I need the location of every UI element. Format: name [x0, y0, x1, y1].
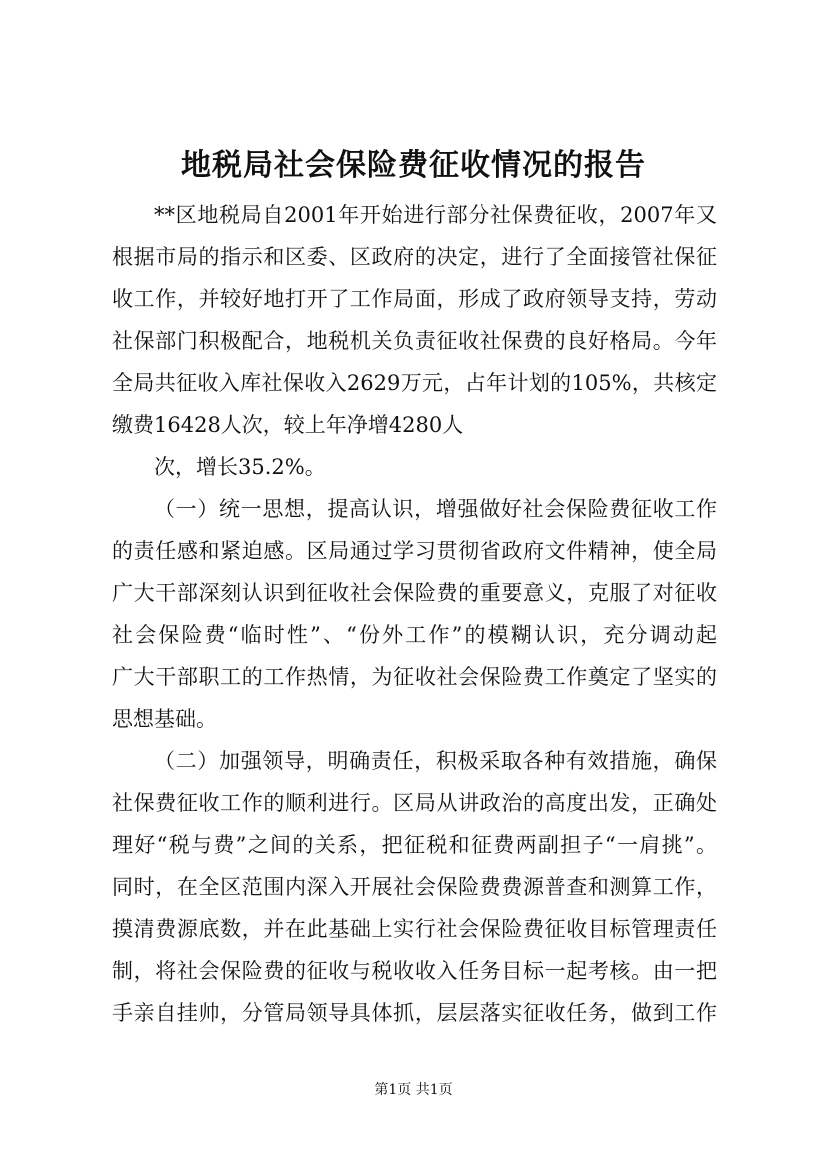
paragraph-1-line-2: 根据市局的指示和区委、区政府的决定，进行了全面接管社保征 — [112, 245, 717, 269]
paragraph-1-line-5: 全局共征收入库社保收入2629万元，占年计划的105%，共核定 — [112, 371, 717, 395]
paragraph-2-line-1: 次，增长35.2%。 — [154, 455, 326, 479]
paragraph-4-line-5: 摸清费源底数，并在此基础上实行社会保险费征收目标管理责任 — [112, 917, 717, 941]
paragraph-3-line-6: 思想基础。 — [112, 707, 217, 731]
paragraph-3-line-3: 广大干部深刻认识到征收社会保险费的重要意义，克服了对征收 — [112, 581, 717, 605]
paragraph-3-line-5: 广大干部职工的工作热情，为征收社会保险费工作奠定了坚实的 — [112, 665, 717, 689]
paragraph-4-line-4: 同时，在全区范围内深入开展社会保险费费源普查和测算工作， — [112, 875, 717, 899]
paragraph-4-line-2: 社保费征收工作的顺利进行。区局从讲政治的高度出发，正确处 — [112, 791, 717, 815]
paragraph-1-line-6: 缴费16428人次，较上年净增4280人 — [112, 413, 464, 437]
paragraph-3-line-2: 的责任感和紧迫感。区局通过学习贯彻省政府文件精神，使全局 — [112, 539, 717, 563]
paragraph-3-line-1: （一）统一思想，提高认识，增强做好社会保险费征收工作 — [154, 497, 717, 521]
paragraph-4-line-1: （二）加强领导，明确责任，积极采取各种有效措施，确保 — [154, 749, 717, 773]
paragraph-1-line-4: 社保部门积极配合，地税机关负责征收社保费的良好格局。今年 — [112, 329, 717, 353]
paragraph-4-line-7: 手亲自挂帅，分管局领导具体抓，层层落实征收任务，做到工作 — [112, 1001, 717, 1025]
page-number-footer: 第1页 共1页 — [374, 1082, 453, 1098]
paragraph-1-line-1: **区地税局自2001年开始进行部分社保费征收，2007年又 — [154, 203, 717, 227]
paragraph-4-line-6: 制，将社会保险费的征收与税收收入任务目标一起考核。由一把 — [112, 959, 717, 983]
paragraph-1-line-3: 收工作，并较好地打开了工作局面，形成了政府领导支持，劳动 — [112, 287, 717, 311]
paragraph-4-line-3: 理好“税与费”之间的关系，把征税和征费两副担子“一肩挑”。 — [112, 833, 717, 857]
paragraph-3-line-4: 社会保险费“临时性”、“份外工作”的模糊认识，充分调动起 — [112, 623, 717, 647]
document-title: 地税局社会保险费征收情况的报告 — [181, 148, 646, 183]
